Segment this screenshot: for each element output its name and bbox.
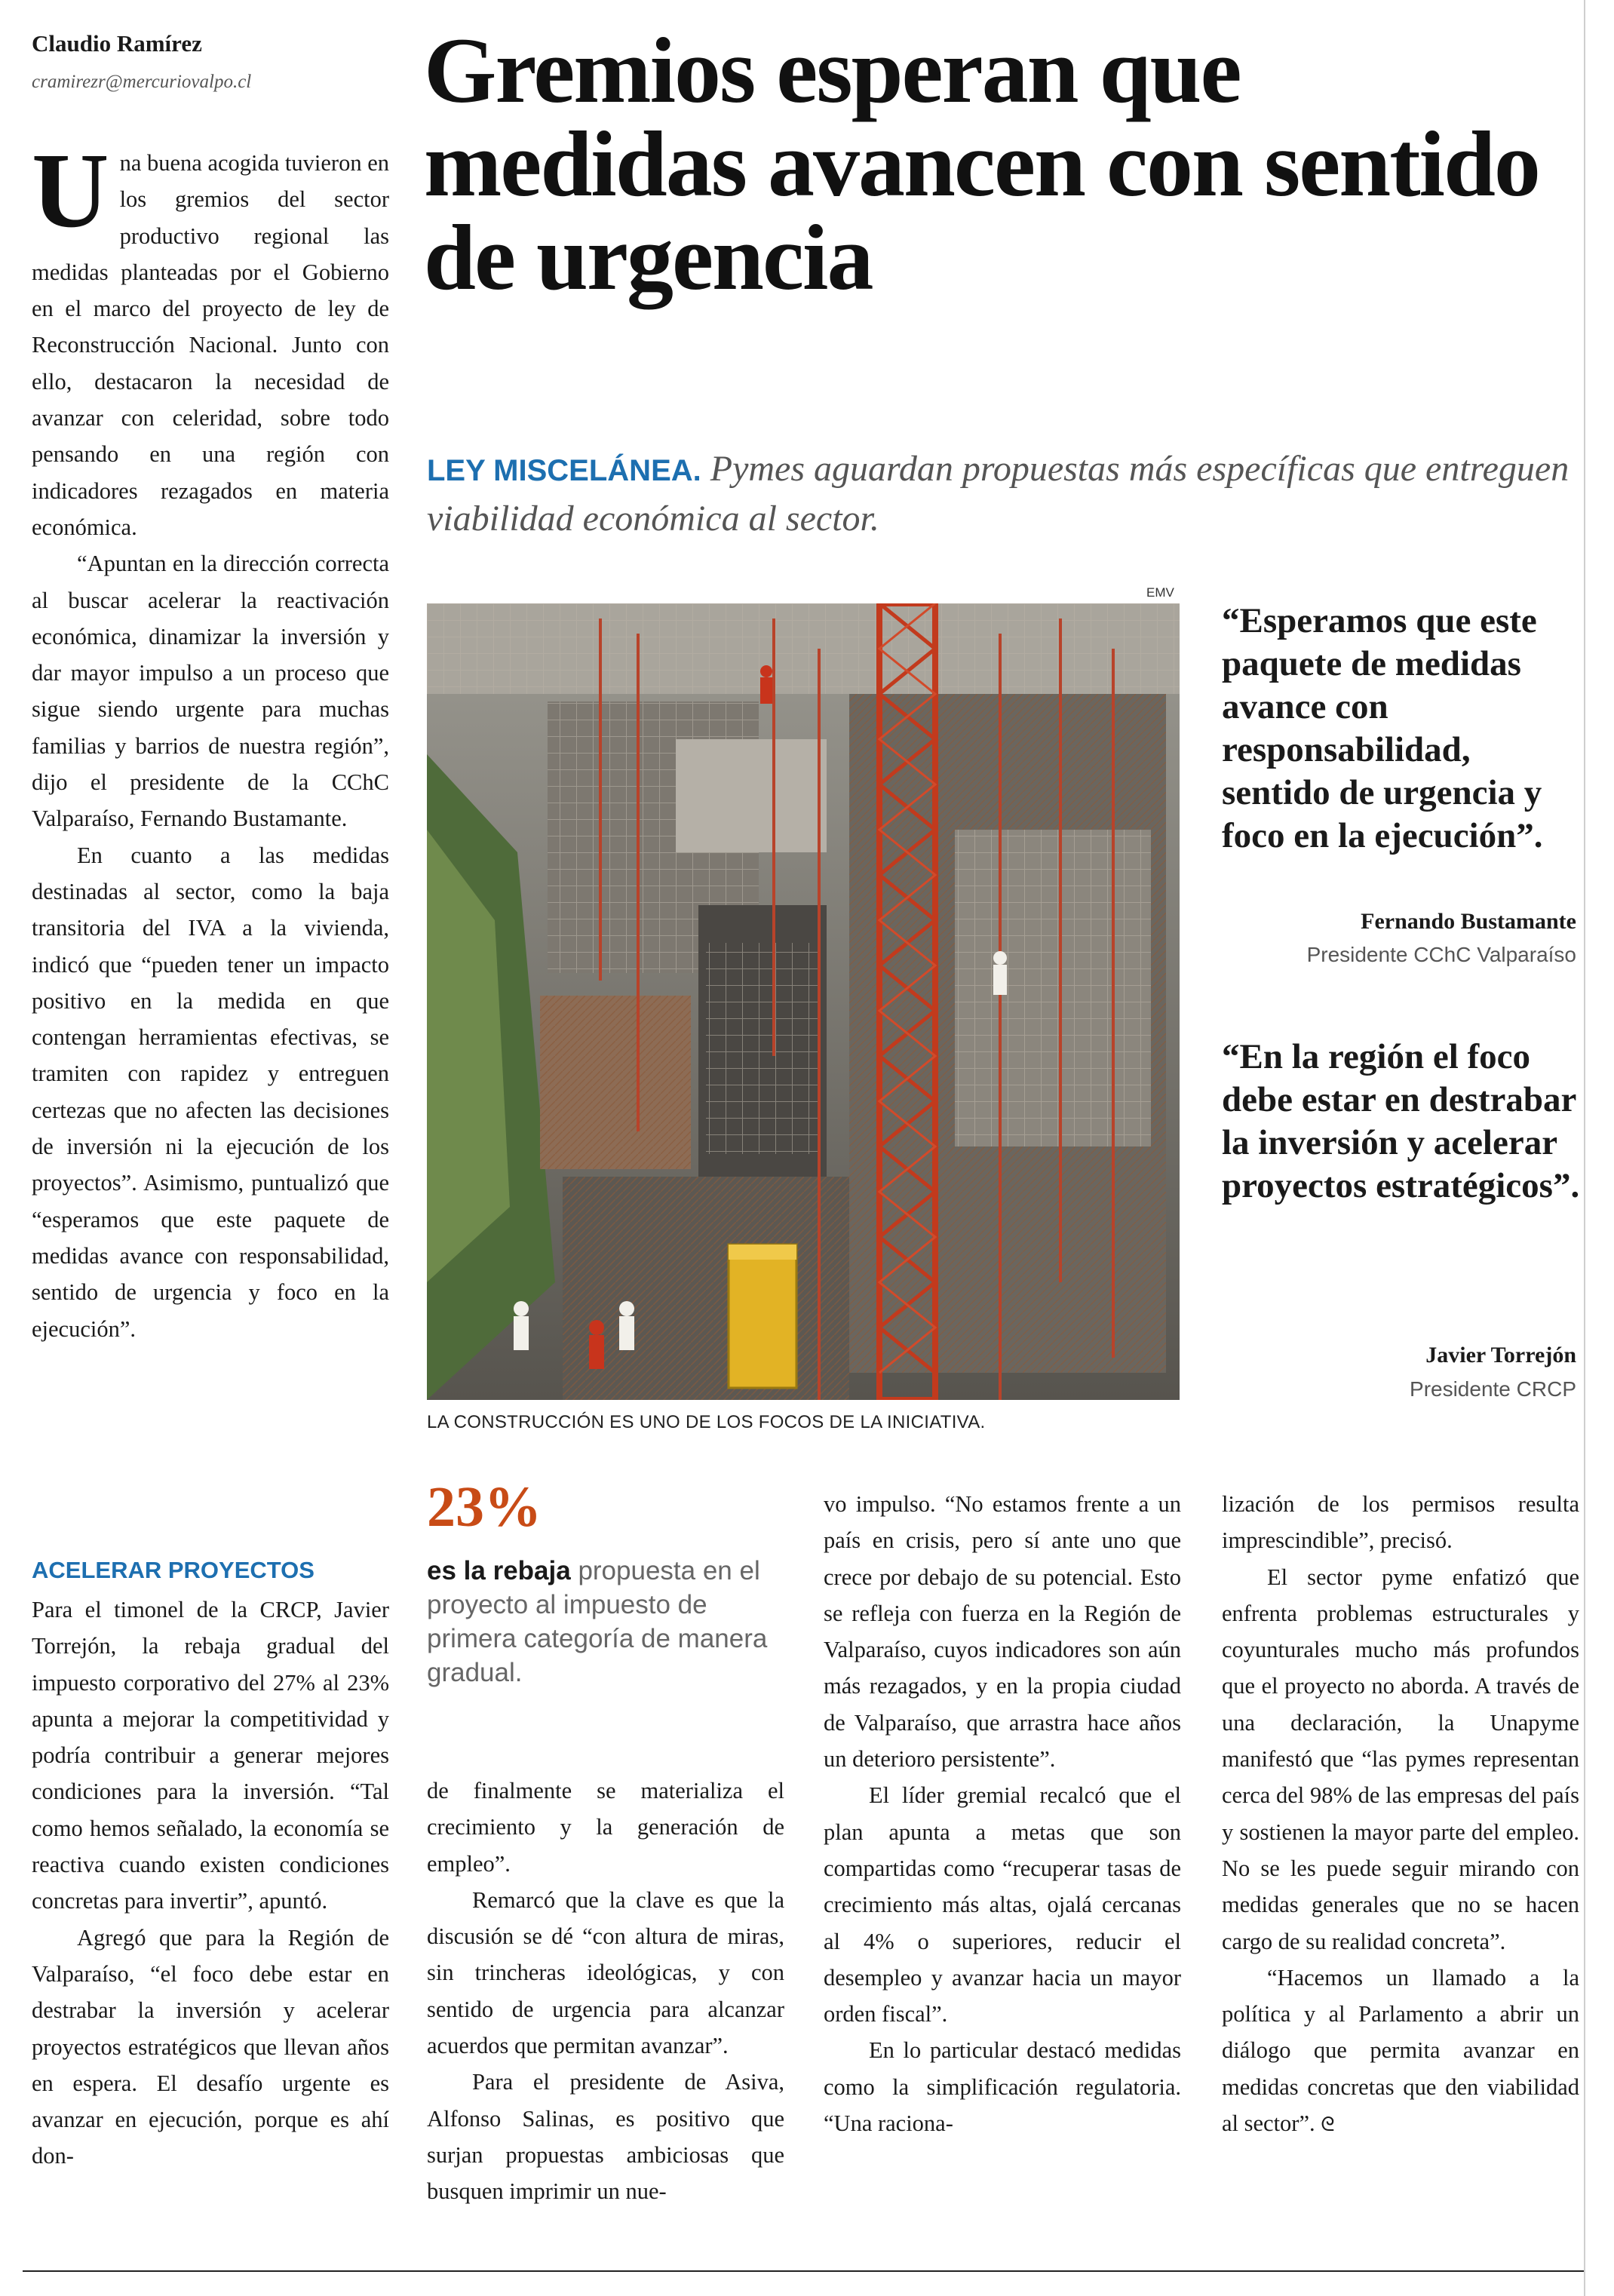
stat-lead: es la rebaja	[427, 1556, 571, 1585]
paragraph-text: “Hacemos un llamado a la política y al Parlamento a abrir un diálogo que permita avanzar en medidas concretas que den viabilidad al sector”.	[1222, 1964, 1579, 2137]
subhead-text: Pymes aguardan propuestas más específicas que entreguen viabilidad económica al sector.	[427, 449, 1570, 539]
section-heading: ACELERAR PROYECTOS	[32, 1557, 315, 1583]
quote-author-role: Presidente CChC Valparaíso	[1306, 943, 1576, 966]
end-of-article-icon: ᘓ	[1321, 2113, 1335, 2137]
stat-text: propuesta en el proyecto al impuesto de primera categoría de manera gradual.	[427, 1556, 768, 1687]
paragraph: “Apuntan en la dirección correcta al buscar acelerar la reactivación económica, dinamizar la inversión y dar mayor impulso a un proceso que sigue siendo urgente para muchas familias y barrios de nuestra región”, dijo el presidente de la CChC Valparaíso, Fernando Bustamante.	[32, 551, 389, 832]
stat-description	[427, 1554, 786, 1690]
photo-caption: LA CONSTRUCCIÓN ES UNO DE LOS FOCOS DE LA INICIATIVA.	[427, 1412, 986, 1432]
paragraph: En lo particular destacó medidas como la simplificación regulatoria. “Una raciona-	[824, 2037, 1181, 2137]
paragraph: lización de los permisos resulta imprescindible”, precisó.	[1222, 1491, 1579, 1554]
headline: Gremios esperan que medidas avancen con sentido de urgencia	[424, 19, 1539, 309]
article-column-3	[824, 1486, 1181, 2141]
paragraph: En cuanto a las medidas destinadas al sector, como la baja transitoria del IVA a la vivienda, indicó que “pueden tener un impacto positivo en la medida en que contengan herramientas efectivas, se tramiten con rapidez y entreguen certezas que no afecten las decisiones de inversión ni la ejecución de los proyectos”. Asimismo, puntualizó que “esperamos que este paquete de medidas avance con responsabilidad, sentido de urgencia y foco en la ejecución”.	[32, 842, 389, 1342]
paragraph-text: na buena acogida tuvieron en los gremios del sector productivo regional las medidas planteadas por el Gobierno en el marco del proyecto de ley de Reconstrucción Nacional. Junto con ello, destacaron la necesidad de avanzar con celeridad, sobre todo pensando en una región con indicadores rezagados en materia económica.	[32, 150, 389, 540]
quote-author-name: Fernando Bustamante	[1361, 909, 1576, 934]
quote-author-name: Javier Torrejón	[1425, 1343, 1576, 1367]
subhead	[427, 445, 1573, 543]
photo-credit: EMV	[1146, 585, 1174, 600]
paragraph: de finalmente se materializa el crecimiento y la generación de empleo”.	[427, 1778, 784, 1877]
article-column-1	[32, 130, 389, 1347]
paragraph: vo impulso. “No estamos frente a un país en crisis, pero sí ante uno que crece por debajo de su potencial. Esto se refleja con fuerza en la Región de Valparaíso, cuyos indicadores son aún más rezagados, y en la propia ciudad de Valparaíso, que arrastra hace años un deterioro persistente”.	[824, 1491, 1181, 1773]
article-column-2	[427, 1773, 784, 2210]
article-column-1-continued	[32, 1592, 389, 2175]
article-column-4	[1222, 1486, 1579, 2143]
paragraph: Para el timonel de la CRCP, Javier Torrejón, la rebaja gradual del impuesto corporativo del 27% al 23% apunta a mejorar la competitividad y podría contribuir a generar mejores condiciones para la inversión. “Tal como hemos señalado, la economía se reactiva cuando existen condiciones concretas para invertir”, apuntó.	[32, 1597, 389, 1914]
paragraph: El líder gremial recalcó que el plan apunta a metas que son compartidas como “recuperar tasas de crecimiento más altas, ojalá cercanas al 4% o superiores, reducir el desempleo y avanzar hacia un mayor orden fiscal”.	[824, 1782, 1181, 2027]
construction-site-illustration	[427, 603, 1180, 1400]
byline-email: cramirezr@mercuriovalpo.cl	[32, 72, 252, 92]
page-bottom-rule	[23, 2270, 1584, 2272]
subhead-kicker: LEY MISCELÁNEA.	[427, 454, 701, 487]
byline-author: Claudio Ramírez	[32, 30, 202, 57]
construction-photo	[427, 603, 1180, 1400]
pull-quote: “En la región el foco debe estar en destrabar la inversión y acelerar proyectos estratégicos”.	[1222, 1037, 1580, 1205]
column-rule	[1584, 0, 1585, 2296]
quote-author-role: Presidente CRCP	[1410, 1377, 1576, 1401]
paragraph: Para el presidente de Asiva, Alfonso Salinas, es positivo que surjan propuestas ambiciosas que busquen imprimir un nue-	[427, 2069, 784, 2205]
paragraph	[32, 130, 389, 545]
paragraph: Remarcó que la clave es que la discusión se dé “con altura de miras, sin trincheras ideológicas, y con sentido de urgencia para alcanzar acuerdos que permitan avanzar”.	[427, 1886, 784, 2059]
stat-number: 23%	[427, 1475, 542, 1539]
pull-quote: “Esperamos que este paquete de medidas avance con responsabilidad, sentido de urgencia y foco en la ejecución”.	[1222, 601, 1543, 855]
paragraph: Agregó que para la Región de Valparaíso, “el foco debe estar en destrabar la inversión y acelerar proyectos estratégicos que llevan años en espera. El desafío urgente es avanzar en ejecución, porque es ahí don-	[32, 1924, 389, 2169]
paragraph	[1222, 1960, 1579, 2143]
drop-cap: U	[32, 130, 109, 250]
paragraph: El sector pyme enfatizó que enfrenta problemas estructurales y coyunturales mucho más profundos que el proyecto no aborda. A través de una declaración, la Unapyme manifestó que “las pymes representan cerca del 98% de las empresas del país y sostienen la mayor parte del empleo. No se les puede seguir mirando con medidas generales que no se hacen cargo de su realidad concreta”.	[1222, 1564, 1579, 1954]
